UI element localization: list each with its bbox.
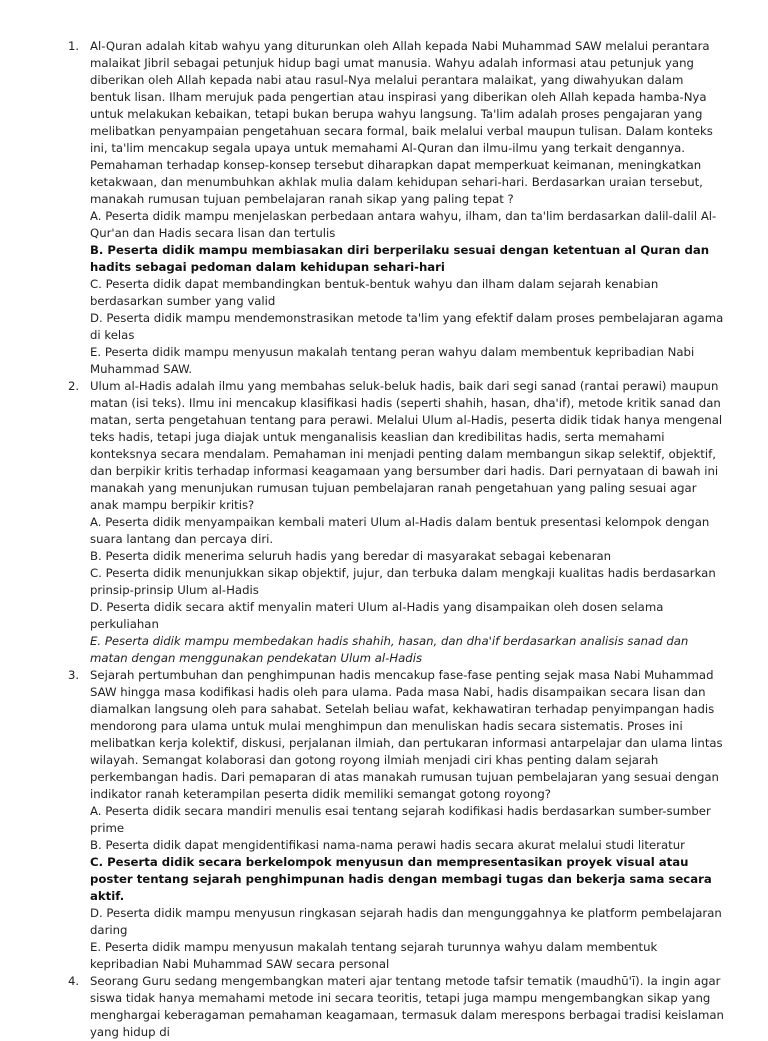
- question-item-3: [68, 667, 724, 973]
- option-b: B. Peserta didik dapat mengidentifikasi nama-nama perawi hadis secara akurat melalui studi literatur: [90, 838, 685, 852]
- question-number: 2.: [68, 379, 80, 393]
- question-item-1: [68, 38, 724, 378]
- option-e: E. Peserta didik mampu menyusun makalah tentang peran wahyu dalam membentuk kepribadian Nabi Muhammad SAW.: [90, 345, 695, 376]
- option-a: A. Peserta didik menyampaikan kembali materi Ulum al-Hadis dalam bentuk presentasi kelompok dengan suara lantang dan percaya diri.: [90, 515, 710, 546]
- option-a: A. Peserta didik secara mandiri menulis esai tentang sejarah kodifikasi hadis berdasarkan sumber-sumber prime: [90, 804, 711, 835]
- option-list: [90, 208, 724, 378]
- question-number: 4.: [68, 974, 80, 988]
- option-d: D. Peserta didik mampu menyusun ringkasan sejarah hadis dan mengunggahnya ke platform pembelajaran daring: [90, 906, 722, 937]
- question-item-4: [68, 973, 724, 1041]
- question-list: [68, 38, 724, 1041]
- option-e: E. Peserta didik mampu menyusun makalah tentang sejarah turunnya wahyu dalam membentuk kepribadian Nabi Muhammad SAW secara personal: [90, 940, 658, 971]
- option-c: C. Peserta didik menunjukkan sikap objektif, jujur, dan terbuka dalam mengkaji kualitas hadis berdasarkan prinsip-prinsip Ulum al-Hadis: [90, 566, 716, 597]
- question-item-2: [68, 378, 724, 667]
- option-b: B. Peserta didik menerima seluruh hadis yang beredar di masyarakat sebagai kebenaran: [90, 549, 612, 563]
- question-stem: Al-Quran adalah kitab wahyu yang diturunkan oleh Allah kepada Nabi Muhammad SAW melalui perantara malaikat Jibril sebagai petunjuk hidup bagi umat manusia. Wahyu adalah informasi atau petunjuk yang diberikan oleh Allah kepada nabi atau rasul-Nya melalui perantara malaikat, yang diwahyukan dalam bentuk lisan. Ilham merujuk pada pengertian atau inspirasi yang diberikan oleh Allah kepada hamba-Nya untuk melakukan kebaikan, tetapi bukan berupa wahyu langsung. Ta'lim adalah proses pengajaran yang melibatkan penyampaian pengetahuan secara formal, baik melalui verbal maupun tulisan. Dalam konteks ini, ta'lim mencakup segala upaya untuk memahami Al-Quran dan ilmu-ilmu yang terkait dengannya. Pemahaman terhadap konsep-konsep tersebut diharapkan dapat memperkuat keimanan, meningkatkan ketakwaan, dan menumbuhkan akhlak mulia dalam kehidupan sehari-hari. Berdasarkan uraian tersebut, manakah rumusan tujuan pembelajaran ranah sikap yang paling tepat ?: [90, 39, 713, 206]
- question-stem: Seorang Guru sedang mengembangkan materi ajar tentang metode tafsir tematik (maudhū'ī). Ia ingin agar siswa tidak hanya memahami metode ini secara teoritis, tetapi juga mampu mengembangkan sikap yang menghargai keberagaman pemahaman keagamaan, termasuk dalam merespons berbagai tradisi keislaman yang hidup di: [90, 974, 724, 1039]
- question-stem: Sejarah pertumbuhan dan penghimpunan hadis mencakup fase-fase penting sejak masa Nabi Muhammad SAW hingga masa kodifikasi hadis oleh para ulama. Pada masa Nabi, hadis disampaikan secara lisan dan diamalkan langsung oleh para sahabat. Setelah beliau wafat, kekhawatiran terhadap penyimpangan hadis mendorong para ulama untuk mulai menghimpun dan menuliskan hadis secara sistematis. Proses ini melibatkan kerja kolektif, diskusi, perjalanan ilmiah, dan pertukaran informasi antarpelajar dan ulama lintas wilayah. Semangat kolaborasi dan gotong royong ilmiah menjadi ciri khas penting dalam sejarah perkembangan hadis. Dari pemaparan di atas manakah rumusan tujuan pembelajaran yang sesuai dengan indikator ranah keterampilan peserta didik memiliki semangat gotong royong?: [90, 668, 723, 801]
- option-a: A. Peserta didik mampu menjelaskan perbedaan antara wahyu, ilham, dan ta'lim berdasarkan dalil-dalil Al-Qur'an dan Hadis secara lisan dan tertulis: [90, 209, 717, 240]
- option-c: C. Peserta didik dapat membandingkan bentuk-bentuk wahyu dan ilham dalam sejarah kenabian berdasarkan sumber yang valid: [90, 277, 659, 308]
- question-number: 3.: [68, 668, 80, 682]
- question-stem: Ulum al-Hadis adalah ilmu yang membahas seluk-beluk hadis, baik dari segi sanad (rantai perawi) maupun matan (isi teks). Ilmu ini mencakup klasifikasi hadis (seperti shahih, hasan, dha'if), metode kritik sanad dan matan, serta pengetahuan tentang para perawi. Melalui Ulum al-Hadis, peserta didik tidak hanya mengenal teks hadis, tetapi juga diajak untuk menganalisis keaslian dan kredibilitas hadis, serta memahami konteksnya secara mendalam. Pemahaman ini menjadi penting dalam membangun sikap selektif, objektif, dan berpikir kritis terhadap informasi keagamaan yang bersumber dari hadis. Dari pernyataan di bawah ini manakah yang menunjukan rumusan tujuan pembelajaran ranah pengetahuan yang paling sesuai agar anak mampu berpikir kritis?: [90, 379, 723, 512]
- question-number: 1.: [68, 39, 80, 53]
- option-list: [90, 514, 724, 667]
- option-d: D. Peserta didik mampu mendemonstrasikan metode ta'lim yang efektif dalam proses pembelajaran agama di kelas: [90, 311, 724, 342]
- option-d: D. Peserta didik secara aktif menyalin materi Ulum al-Hadis yang disampaikan oleh dosen selama perkuliahan: [90, 600, 664, 631]
- option-e: E. Peserta didik mampu membedakan hadis shahih, hasan, dan dha'if berdasarkan analisis sanad dan matan dengan menggunakan pendekatan Ulum al-Hadis: [90, 634, 689, 665]
- option-c: C. Peserta didik secara berkelompok menyusun dan mempresentasikan proyek visual atau poster tentang sejarah penghimpunan hadis dengan membagi tugas dan bekerja sama secara aktif.: [90, 855, 712, 903]
- option-list: [90, 803, 724, 973]
- option-b: B. Peserta didik mampu membiasakan diri berperilaku sesuai dengan ketentuan al Quran dan hadits sebagai pedoman dalam kehidupan sehari-hari: [90, 243, 710, 274]
